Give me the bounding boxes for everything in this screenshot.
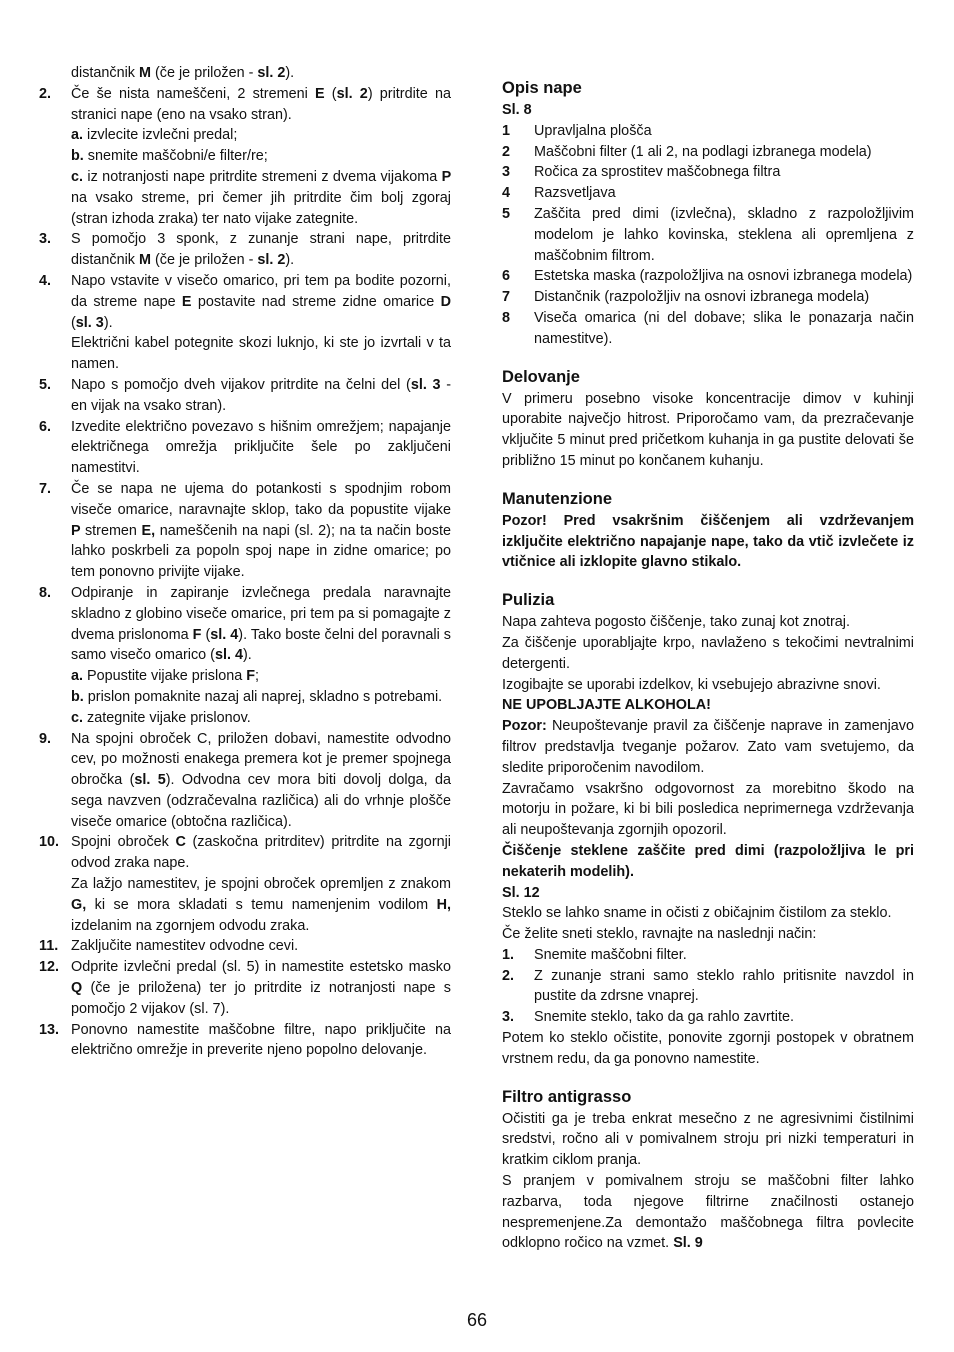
- item-number: 3.: [39, 231, 52, 248]
- part-description: Ročica za sprostitev maščobnega filtra: [534, 164, 781, 181]
- item-extra-text: Električni kabel potegnite skozi luknjo, ki ste jo izvrtali v ta namen.: [71, 335, 451, 373]
- item-number: 9.: [39, 730, 52, 747]
- section-heading-delovanje: Delovanje: [502, 367, 580, 386]
- item-text: Spojni obroček C (zaskočna pritrditev) pritrdite na zgornji odvod zraka nape.: [71, 834, 452, 872]
- paragraph: Izogibajte se uporabi izdelkov, ki vsebujejo abrazivne snovi.: [502, 676, 881, 693]
- part-number: 3: [502, 164, 511, 181]
- subheading-glass: Čiščenje steklene zaščite pred dimi (razpoložljiva le pri nekaterih modelih).: [502, 842, 914, 880]
- parts-list-item: [502, 142, 914, 163]
- item-number: 2.: [39, 85, 52, 102]
- paragraph: [502, 716, 914, 778]
- list-item: [39, 271, 451, 375]
- part-number: 4: [502, 185, 511, 202]
- intro-continuation: distančnik M (če je priložen - sl. 2).: [71, 65, 295, 81]
- part-description: Estetska maska (razpoložljiva na osnovi izbranega modela): [534, 268, 913, 285]
- part-description: Viseča omarica (ni del dobave; slika le ponazarja način namestitve).: [534, 309, 914, 347]
- part-number: 6: [502, 268, 511, 285]
- paragraph: Če želite sneti steklo, ravnajte na naslednji način:: [502, 926, 817, 943]
- sub-step-a: a. Popustite vijake prislona F;: [71, 668, 259, 685]
- list-item: [39, 1020, 451, 1062]
- alcohol-warning: NE UPOBLJAJTE ALKOHOLA!: [502, 697, 711, 714]
- paragraph: [502, 1171, 914, 1254]
- parts-list-item: [502, 308, 914, 350]
- paragraph: Zavračamo vsakršno odgovornost za morebitno škodo na motorju in požare, ki bi bili posledica neprimernega vzdrževanja ali neupoštevanja zgornjih opozoril.: [502, 780, 914, 839]
- parts-list-item: [502, 162, 914, 183]
- item-number: 13.: [39, 1021, 60, 1038]
- item-text: Izvedite električno povezavo s hišnim omrežjem; napajanje električnega omrežja priključite šele po zaključeni namestitvi.: [71, 418, 451, 477]
- item-text: Napo s pomočjo dveh vijakov pritrdite na čelni del (sl. 3 - en vijak na vsako stran).: [71, 376, 451, 414]
- warning-body: Neupoštevanje pravil za čiščenje naprave in zamenjavo filtrov predstavlja tveganje požarov. Zato vam svetujemo, da sledite priporočenim navodilom.: [502, 718, 914, 776]
- section-heading-filtro: Filtro antigrasso: [502, 1087, 632, 1106]
- part-description: Zaščita pred dimi (izvlečna), skladno z razpoložljivim modelom je lahko kovinska, steklena ali opremljena z maščobnim filtrom.: [534, 205, 914, 264]
- list-item: [39, 832, 451, 936]
- item-number: 6.: [39, 418, 52, 435]
- step-item: [502, 945, 914, 966]
- item-text: Zaključite namestitev odvodne cevi.: [71, 938, 299, 955]
- delovanje-text: V primeru posebno visoke koncentracije dimov v kuhinji uporabite največjo hitrost. Priporočamo vam, da prezračevanje vključite 5 minut pred pričetkom kuhanja in ga pustite delovati še približno 15 minut po končanem kuhanju.: [502, 390, 914, 469]
- part-number: 7: [502, 289, 511, 306]
- paragraph: Očistiti ga je treba enkrat mesečno z ne agresivnimi čistilnimi sredstvi, ročno ali v pomivalnem stroju pri nizki temperaturi in kratkim ciklom pranja.: [502, 1110, 914, 1169]
- steps-list: [502, 945, 914, 1028]
- parts-list-item: [502, 121, 914, 142]
- paragraph: Potem ko steklo očistite, ponovite zgornji postopek v obratnem vrstnem redu, da ga ponovno namestite.: [502, 1030, 914, 1067]
- left-column: [39, 63, 451, 1061]
- section-heading-opis: Opis nape: [502, 79, 582, 97]
- part-description: Maščobni filter (1 ali 2, na podlagi izbranega modela): [534, 143, 872, 160]
- step-text: Z zunanje strani samo steklo rahlo pritisnite navzdol in pustite da zdrsne vnaprej.: [534, 967, 914, 1005]
- list-item: [39, 936, 451, 957]
- item-number: 4.: [39, 272, 52, 289]
- list-item: [39, 84, 451, 230]
- item-text: Če se napa ne ujema do potankosti s spodnjim robom viseče omarice, naravnajte sklop, tako da popustite vijake P stremen E, nameščenih na napi (sl. 2); na ta način boste lahko poskrbeli za popoln spoj nape in zidne omarice; po tem ponovno privijte vijake.: [71, 480, 451, 581]
- step-number: 3.: [502, 1009, 515, 1026]
- figure-ref: Sl. 12: [502, 884, 540, 901]
- parts-list-item: [502, 183, 914, 204]
- item-number: 11.: [39, 938, 59, 955]
- parts-list-item: [502, 204, 914, 266]
- parts-list: [502, 121, 914, 350]
- figure-ref: Sl. 9: [673, 1235, 703, 1252]
- list-item: [39, 957, 451, 1019]
- sub-step-c: c. iz notranjosti nape pritrdite stremeni z dvema vijakoma P na vsako streme, pri čemer jih pritrdite čim bolj zgoraj (stran izhoda zraka) ter nato vijake zategnite.: [71, 168, 451, 227]
- item-text: Ponovno namestite maščobne filtre, napo priključite na električno omrežje in preverite njeno popolno delovanje.: [71, 1021, 451, 1059]
- right-column: [502, 77, 914, 1254]
- item-text: S pomočjo 3 sponk, z zunanje strani nape, pritrdite distančnik M (če je priložen - sl. 2).: [71, 231, 451, 269]
- step-item: [502, 966, 914, 1008]
- paragraph: Steklo se lahko sname in očisti z običajnim čistilom za steklo.: [502, 905, 892, 922]
- part-number: 1: [502, 122, 511, 139]
- item-number: 7.: [39, 480, 52, 497]
- parts-list-item: [502, 287, 914, 308]
- list-item: [39, 229, 451, 271]
- item-text: Odprite izvlečni predal (sl. 5) in namestite estetsko masko Q (če je priložena) ter jo pritrdite iz notranjosti nape s pomočjo 2 vijakov (sl. 7).: [71, 959, 451, 1017]
- item-number: 5.: [39, 376, 52, 393]
- item-text: Če še nista nameščeni, 2 stremeni E (sl. 2) pritrdite na stranici nape (eno na vsako stran).: [71, 85, 451, 123]
- part-number: 2: [502, 143, 511, 160]
- figure-ref: Sl. 8: [502, 102, 532, 118]
- part-description: Upravljalna plošča: [534, 122, 652, 139]
- warning-text: Pozor! Pred vsakršnim čiščenjem ali vzdrževanjem izključite električno napajanje nape, tako da vtič izvlečete iz vtičnice ali izklopite glavno stikalo.: [502, 512, 914, 571]
- page-number: 66: [466, 1310, 488, 1330]
- item-text: Odpiranje in zapiranje izvlečnega predala naravnajte skladno z globino viseče omarice, pri tem pa si pomagajte z dvema prislonoma F (sl. 4). Tako boste čelni del poravnali s samo visečo omarico (sl. 4).: [71, 584, 451, 664]
- step-text: Snemite maščobni filter.: [534, 946, 687, 963]
- part-number: 5: [502, 205, 511, 222]
- item-extra-text: Za lažjo namestitev, je spojni obroček opremljen z znakom G, ki se mora skladati s temu namenjenim vodilom H, izdelanim na zgornjem odvodu zraka.: [71, 876, 451, 934]
- item-text: Napo vstavite v visečo omarico, pri tem pa bodite pozorni, da streme nape E postavite nad streme zidne omarice D (sl. 3).: [71, 272, 451, 331]
- sub-step-a: a. izvlecite izvlečni predal;: [71, 127, 238, 144]
- section-heading-pulizia: Pulizia: [502, 591, 555, 610]
- sub-step-b: b. snemite maščobni/e filter/re;: [71, 148, 268, 165]
- step-number: 1.: [502, 946, 515, 963]
- sub-step-c: c. zategnite vijake prislonov.: [71, 709, 251, 726]
- paragraph: Za čiščenje uporabljajte krpo, navlaženo s tekočimi nevtralnimi detergenti.: [502, 634, 914, 672]
- item-number: 8.: [39, 584, 52, 601]
- list-item: [39, 417, 451, 479]
- part-description: Distančnik (razpoložljiv na osnovi izbranega modela): [534, 289, 870, 306]
- section-heading-manutenzione: Manutenzione: [502, 489, 612, 508]
- item-number: 10.: [39, 834, 60, 851]
- list-item: [39, 479, 451, 583]
- step-number: 2.: [502, 967, 515, 984]
- step-item: [502, 1007, 914, 1028]
- item-number: 12.: [39, 959, 60, 976]
- parts-list-item: [502, 266, 914, 287]
- item-text: Na spojni obroček C, priložen dobavi, namestite odvodno cev, po možnosti enakega premera kot je premer spojnega obročka (sl. 5). Odvodna cev mora biti dovolj dolga, da sega navzven (odzračevalna različica) ali do vrhnje plošče viseče omarice (obtočna različica).: [71, 730, 451, 830]
- list-item: [39, 375, 451, 417]
- list-item: [39, 729, 451, 833]
- part-description: Razsvetljava: [534, 185, 616, 202]
- paragraph: Napa zahteva pogosto čiščenje, tako zunaj kot znotraj.: [502, 614, 850, 631]
- sub-step-b: b. prislon pomaknite nazaj ali naprej, skladno s potrebami.: [71, 688, 443, 705]
- warning-label: Pozor:: [502, 718, 547, 735]
- list-item: [39, 583, 451, 729]
- paragraph-body: S pranjem v pomivalnem stroju se maščobni filter lahko razbarva, toda njegove filtrirne značilnosti ostanejo nespremenjene.Za demontažo maščobnega filtra povlecite odklopno ročico na vzmet.: [502, 1173, 914, 1252]
- part-number: 8: [502, 309, 511, 326]
- step-text: Snemite steklo, tako da ga rahlo zavrtite.: [534, 1009, 794, 1026]
